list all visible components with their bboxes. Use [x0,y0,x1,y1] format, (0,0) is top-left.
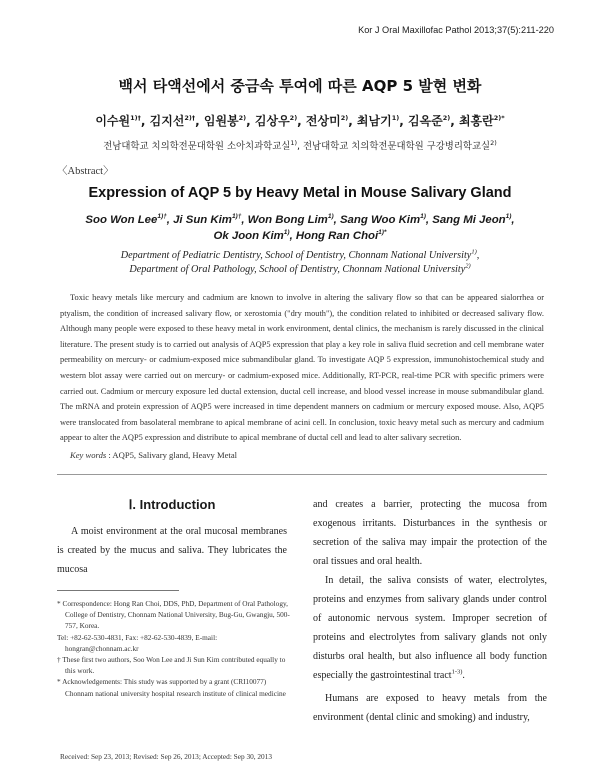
citation-ref: 1-3) [451,668,463,676]
introduction-paragraph: A moist environment at the oral mucosal membranes is created by the mucus and saliva. They lubricates the mucosa [57,526,287,575]
keywords [70,450,237,460]
keywords-list: : AQP5, Salivary gland, Heavy Metal [108,450,238,460]
right-paragraph-2: In detail, the saliva consists of water, electrolytes, proteins and enzymes from salivary glands under control of autonomic nervous system. Improper secretion of proteins and electrolytes from salivary glands not only disturbs oral health, but also influence all body function especially the gastrointestinal tract$^{1-3)}$. [313,575,547,681]
abstract-paragraph: Toxic heavy metals like mercury and cadmium are known to involve in altering the salivary flow so that can be appeared sialorrhea or ptyalism, the condition of increased salivary flow, or xerostomia ("dry mouth"), the condition related to inhibited or decreased salivary flow. Although many people were exposed to these heavy metal in work environment, dental clinics, the mechanism is rarely discussed in the clinical literature. The present study is to carried out analysis of AQP5 expression that play a key role in saliva fluid secretion and cell membrane water permeability on mercury- or cadmium-exposed mice submandibular gland. To investigate AQP 5 expression, immunohistochemical study and western blot assay were carried out on mercury- or cadmium-exposed mice. Additionally, RT-PCR, real-time PCR with specific primers were carried out. Cadmium or mercury exposure led ductal extension, ductal cell increase, and blood vessel increase in mouse submandibular gland. The mRNA and protein expression of AQP5 were increased in time dependent manners on cadmium or mercury exposed mouse. Also, AQP5 were translocated from basolateral membrane to apical membrane of acini cell. In conclusion, toxic heavy metal such as mercury and cadmium appear to alter the AQP5 expression and distribute to apical membrane of ductal cell and lead to alter salivary secretion. [60,293,544,443]
footnote-contact: Tel: +82-62-530-4831, Fax: +82-62-530-4839, E-mail: hongran@chonnam.ac.kr [57,632,218,653]
english-authors-line1: Soo Won Lee$^{1)\dagger}$, Ji Sun Kim$^{1)\dagger}$, Won Bong Lim$^{1)}$, Sang Woo Kim$^{1)}$, Sang Mi Jeon$^{1)}$, [85,213,515,226]
footnote-acknowledgements: * Acknowledgements: This study was supported by a grant (CRI10077) Chonnam national university hospital research institute of clinical medicine [57,677,286,698]
journal-reference: Kor J Oral Maxillofac Pathol 2013;37(5):211-220 [358,25,554,35]
introduction-right-column [313,495,547,727]
footnote-equal-contribution: † These first two authors, Soo Won Lee and Ji Sun Kim contributed equally to this work. [57,655,286,676]
english-title: Expression of AQP 5 by Heavy Metal in Mouse Salivary Gland [88,185,512,201]
footnote-correspondence: * Correspondence: Hong Ran Choi, DDS, PhD, Department of Oral Pathology, College of Dentistry, Chonnam National University, Bug-Gu, Gwangju, 500-757, Korea. [57,599,290,631]
abstract-label: 〈Abstract〉 [57,166,114,177]
korean-authors: 이수원$^{1)\dagger}$, 김지선$^{2)\dagger}$, 임원봉$^{2)}$, 김상우$^{2)}$, 전상미$^{2)}$, 최남기$^{1)}$, 김옥준$^{2)}$, 최홍란$^{2)*}$ [95,114,505,128]
introduction-left-column [57,522,287,579]
english-affiliation-line1: Department of Pediatric Dentistry, School of Dentistry, Chonnam National University$^{1)}$, [120,248,480,261]
korean-title: 백서 타액선에서 중금속 투여에 따른 AQP 5 발현 변화 [118,77,482,95]
footnotes [57,598,291,699]
right-paragraph-1: and creates a barrier, protecting the mucosa from exogenous irritants. Disturbances in the synthesis or secretion of the saliva may impair the protection of the oral tissues and oral health. [313,499,547,567]
right-paragraph-3: Humans are exposed to heavy metals from the environment (dental clinic and smoking) and industry, [313,693,547,723]
keywords-label: Key words [70,450,107,460]
section-divider [57,474,547,475]
korean-affiliations: 전남대학교 치의학전문대학원 소아치과학교실$^{1)}$, 전남대학교 치의학전문대학원 구강병리학교실$^{2)}$ [103,138,497,152]
introduction-heading: Ⅰ. Introduction [128,497,216,512]
abstract-body [60,290,544,446]
english-authors-line2: Ok Joon Kim$^{1)}$, Hong Ran Choi$^{1)*}$ [213,229,387,242]
received-dates: Received: Sep 23, 2013; Revised: Sep 26, 2013; Accepted: Sep 30, 2013 [60,752,272,761]
footnote-divider [57,590,179,591]
english-affiliation-line2: Department of Oral Pathology, School of Dentistry, Chonnam National University$^{2)}$ [129,262,471,275]
